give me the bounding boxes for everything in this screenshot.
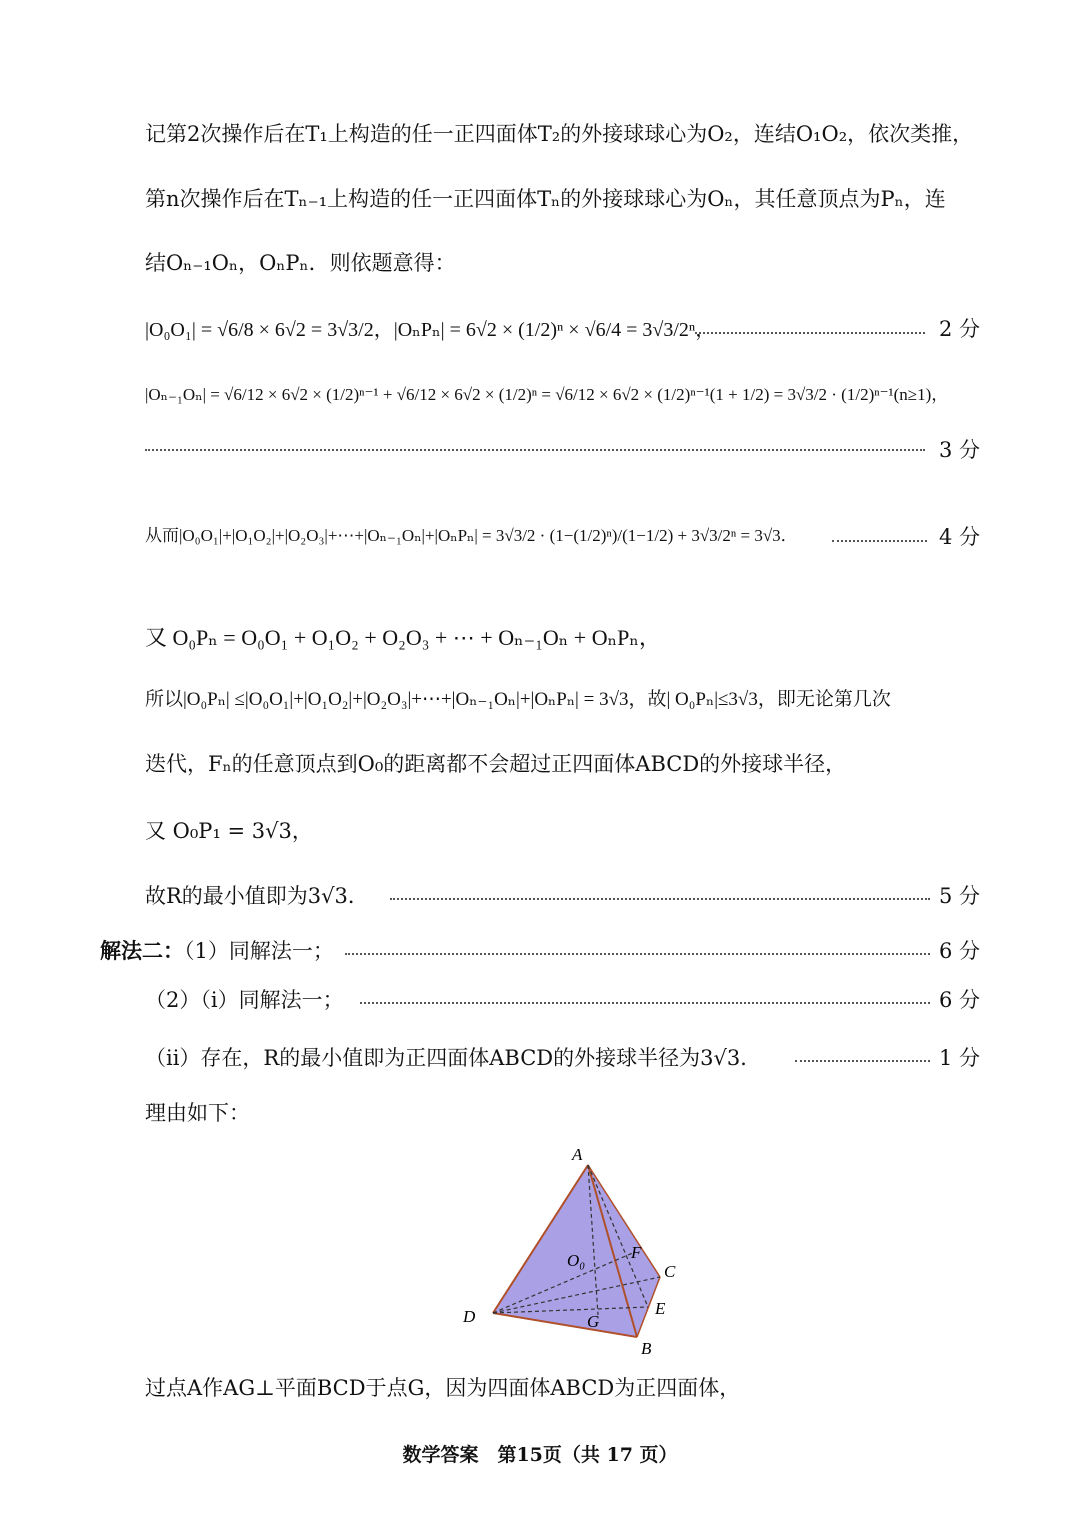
text-line-13: （2）（i）同解法一；: [145, 988, 344, 1012]
method-two-line: [100, 935, 334, 965]
method-two-part1: （1）同解法一；: [184, 939, 334, 963]
text-line-3: 结Oₙ₋₁Oₙ，OₙPₙ．则依题意得：: [145, 251, 456, 275]
score-leader-dots: [145, 449, 925, 451]
score-2: 2 分: [938, 317, 980, 341]
score-leader-dots: [695, 332, 925, 334]
label-F: F: [631, 1243, 642, 1262]
text-line-2: 第n次操作后在Tₙ₋₁上构造的任一正四面体Tₙ的外接球球心为Oₙ，其任意顶点为Pₙ，连: [145, 187, 946, 211]
score-leader-dots: [390, 898, 930, 900]
method-two-heading: 解法二：: [100, 938, 184, 963]
score-leader-dots: [360, 1002, 930, 1004]
label-A: A: [572, 1145, 583, 1164]
text-line-1: 记第2次操作后在T₁上构造的任一正四面体T₂的外接球球心为O₂，连结O₁O₂，依次类推，: [145, 122, 974, 146]
text-line-10: 又 O₀P₁ = 3√3，: [145, 819, 313, 843]
score-1: 1 分: [938, 1046, 980, 1070]
score-leader-dots: [345, 953, 930, 955]
score-leader-dots: [795, 1060, 930, 1062]
formula-line-7: 又 O₀Pₙ = O₀O₁ + O₁O₂ + O₂O₃ + ⋯ + Oₙ₋₁Oₙ + OₙPₙ，: [145, 625, 661, 650]
label-D: D: [463, 1307, 476, 1326]
score-6a: 6 分: [938, 939, 980, 963]
formula-line-8: 所以|O₀Pₙ| ≤|O₀O₁|+|O₁O₂|+|O₂O₃|+⋯+|Oₙ₋₁Oₙ|+|OₙPₙ| = 3√3，故| O₀Pₙ|≤3√3，即无论第几次: [145, 689, 891, 710]
formula-line-4: |O₀O₁| = √6/8 × 6√2 = 3√3/2，|OₙPₙ| = 6√2 × (1/2)ⁿ × √6/4 = 3√3/2ⁿ，: [145, 319, 716, 341]
label-B: B: [641, 1339, 652, 1358]
page-footer: 数学答案 第15页（共 17 页）: [402, 1444, 678, 1466]
text-line-14: （ii）存在，R的最小值即为正四面体ABCD的外接球半径为3√3．: [145, 1046, 762, 1070]
score-leader-dots: [832, 540, 927, 542]
formula-line-6: 从而|O₀O₁|+|O₁O₂|+|O₂O₃|+⋯+|Oₙ₋₁Oₙ|+|OₙPₙ| = 3√3/2 · (1−(1/2)ⁿ)/(1−1/2) + 3√3/2ⁿ = 3√3．: [145, 526, 798, 545]
text-line-15: 理由如下：: [145, 1101, 250, 1125]
label-O0: O₀: [567, 1251, 586, 1270]
label-E: E: [655, 1299, 666, 1318]
label-G: G: [587, 1312, 600, 1331]
score-3: 3 分: [938, 438, 980, 462]
text-line-16: 过点A作AG⊥平面BCD于点G，因为四面体ABCD为正四面体，: [145, 1376, 741, 1400]
text-line-9: 迭代，Fₙ的任意顶点到O₀的距离都不会超过正四面体ABCD的外接球半径，: [145, 752, 847, 776]
label-C: C: [664, 1262, 676, 1281]
tetrahedron-figure: [455, 1140, 715, 1360]
text-line-11: 故R的最小值即为3√3．: [145, 884, 369, 908]
formula-line-5: |Oₙ₋₁Oₙ| = √6/12 × 6√2 × (1/2)ⁿ⁻¹ + √6/12 × 6√2 × (1/2)ⁿ = √6/12 × 6√2 × (1/2)ⁿ⁻¹(1 + 1/2) = 3√3/2 · (1/2)ⁿ⁻¹(n≥1)，: [145, 385, 949, 404]
score-5: 5 分: [938, 884, 980, 908]
score-6b: 6 分: [938, 988, 980, 1012]
score-4: 4 分: [938, 525, 980, 549]
